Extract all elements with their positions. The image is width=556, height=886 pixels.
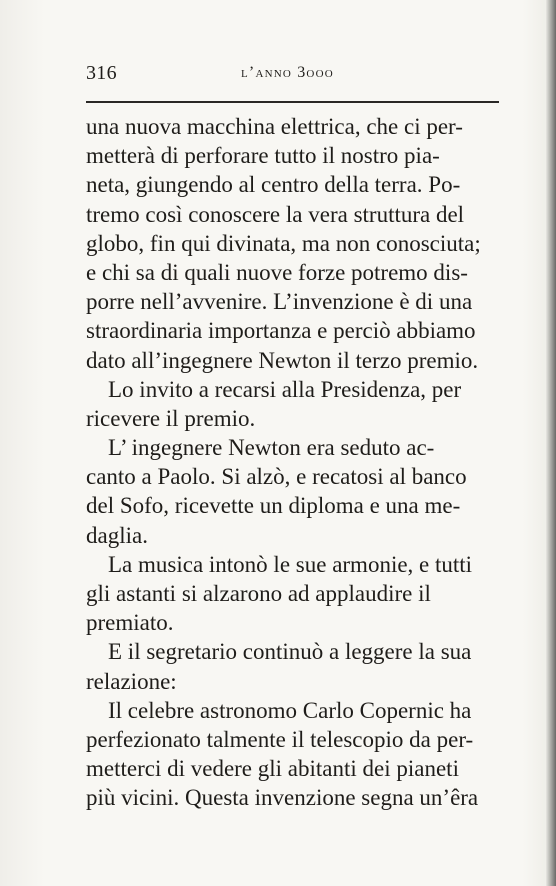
text-line: perfezionato talmente il telescopio da per- bbox=[86, 726, 474, 752]
text-line: metterci di vedere gli abitanti dei pianeti bbox=[86, 756, 459, 782]
text-line: e chi sa di quali nuove forze potremo dis- bbox=[86, 259, 468, 285]
paragraph-start-line: La musica intonò le sue armonie, e tutti bbox=[108, 551, 473, 577]
text-line: metterà di perforare tutto il nostro pia- bbox=[86, 143, 440, 169]
paragraph-start-line: Lo invito a recarsi alla Presidenza, per bbox=[108, 376, 462, 402]
text-line: straordinaria importanza e perciò abbiamo bbox=[86, 318, 476, 344]
text-line: del Sofo, ricevette un diploma e una me- bbox=[86, 493, 461, 519]
paragraph-start-line: E il segretario continuò a leggere la sua bbox=[108, 639, 472, 665]
page-edge-shadow bbox=[546, 0, 556, 886]
text-line: ricevere il premio. bbox=[86, 405, 256, 431]
text-line: tremo così conoscere la vera struttura del bbox=[86, 201, 465, 227]
running-title: l’anno 3ooo bbox=[241, 64, 334, 81]
text-line: più vicini. Questa invenzione segna un’êra bbox=[86, 785, 479, 811]
text-line: una nuova macchina elettrica, che ci per- bbox=[86, 114, 463, 139]
text-line: globo, fin qui divinata, ma non conosciuta; bbox=[86, 230, 481, 256]
paragraph-start-line: Il celebre astronomo Carlo Copernic ha bbox=[108, 697, 472, 723]
text-line: porre nell’avvenire. L’invenzione è di una bbox=[86, 289, 473, 315]
paragraph-start-line: L’ ingegnere Newton era seduto ac- bbox=[108, 435, 435, 461]
text-line: gli astanti si alzarono ad applaudire il bbox=[86, 581, 431, 606]
text-line: dato all’ingegnere Newton il terzo premio. bbox=[86, 347, 479, 373]
page-header bbox=[86, 58, 498, 86]
text-line: neta, giungendo al centro della terra. Po- bbox=[86, 172, 461, 198]
page-number: 316 bbox=[86, 62, 117, 84]
text-line: premiato. bbox=[86, 610, 174, 636]
text-line: daglia. bbox=[86, 522, 148, 548]
text-line: canto a Paolo. Si alzò, e recatosi al banco bbox=[86, 464, 467, 490]
text-line: relazione: bbox=[86, 668, 177, 694]
header-rule bbox=[86, 101, 499, 103]
body-text bbox=[86, 112, 499, 813]
